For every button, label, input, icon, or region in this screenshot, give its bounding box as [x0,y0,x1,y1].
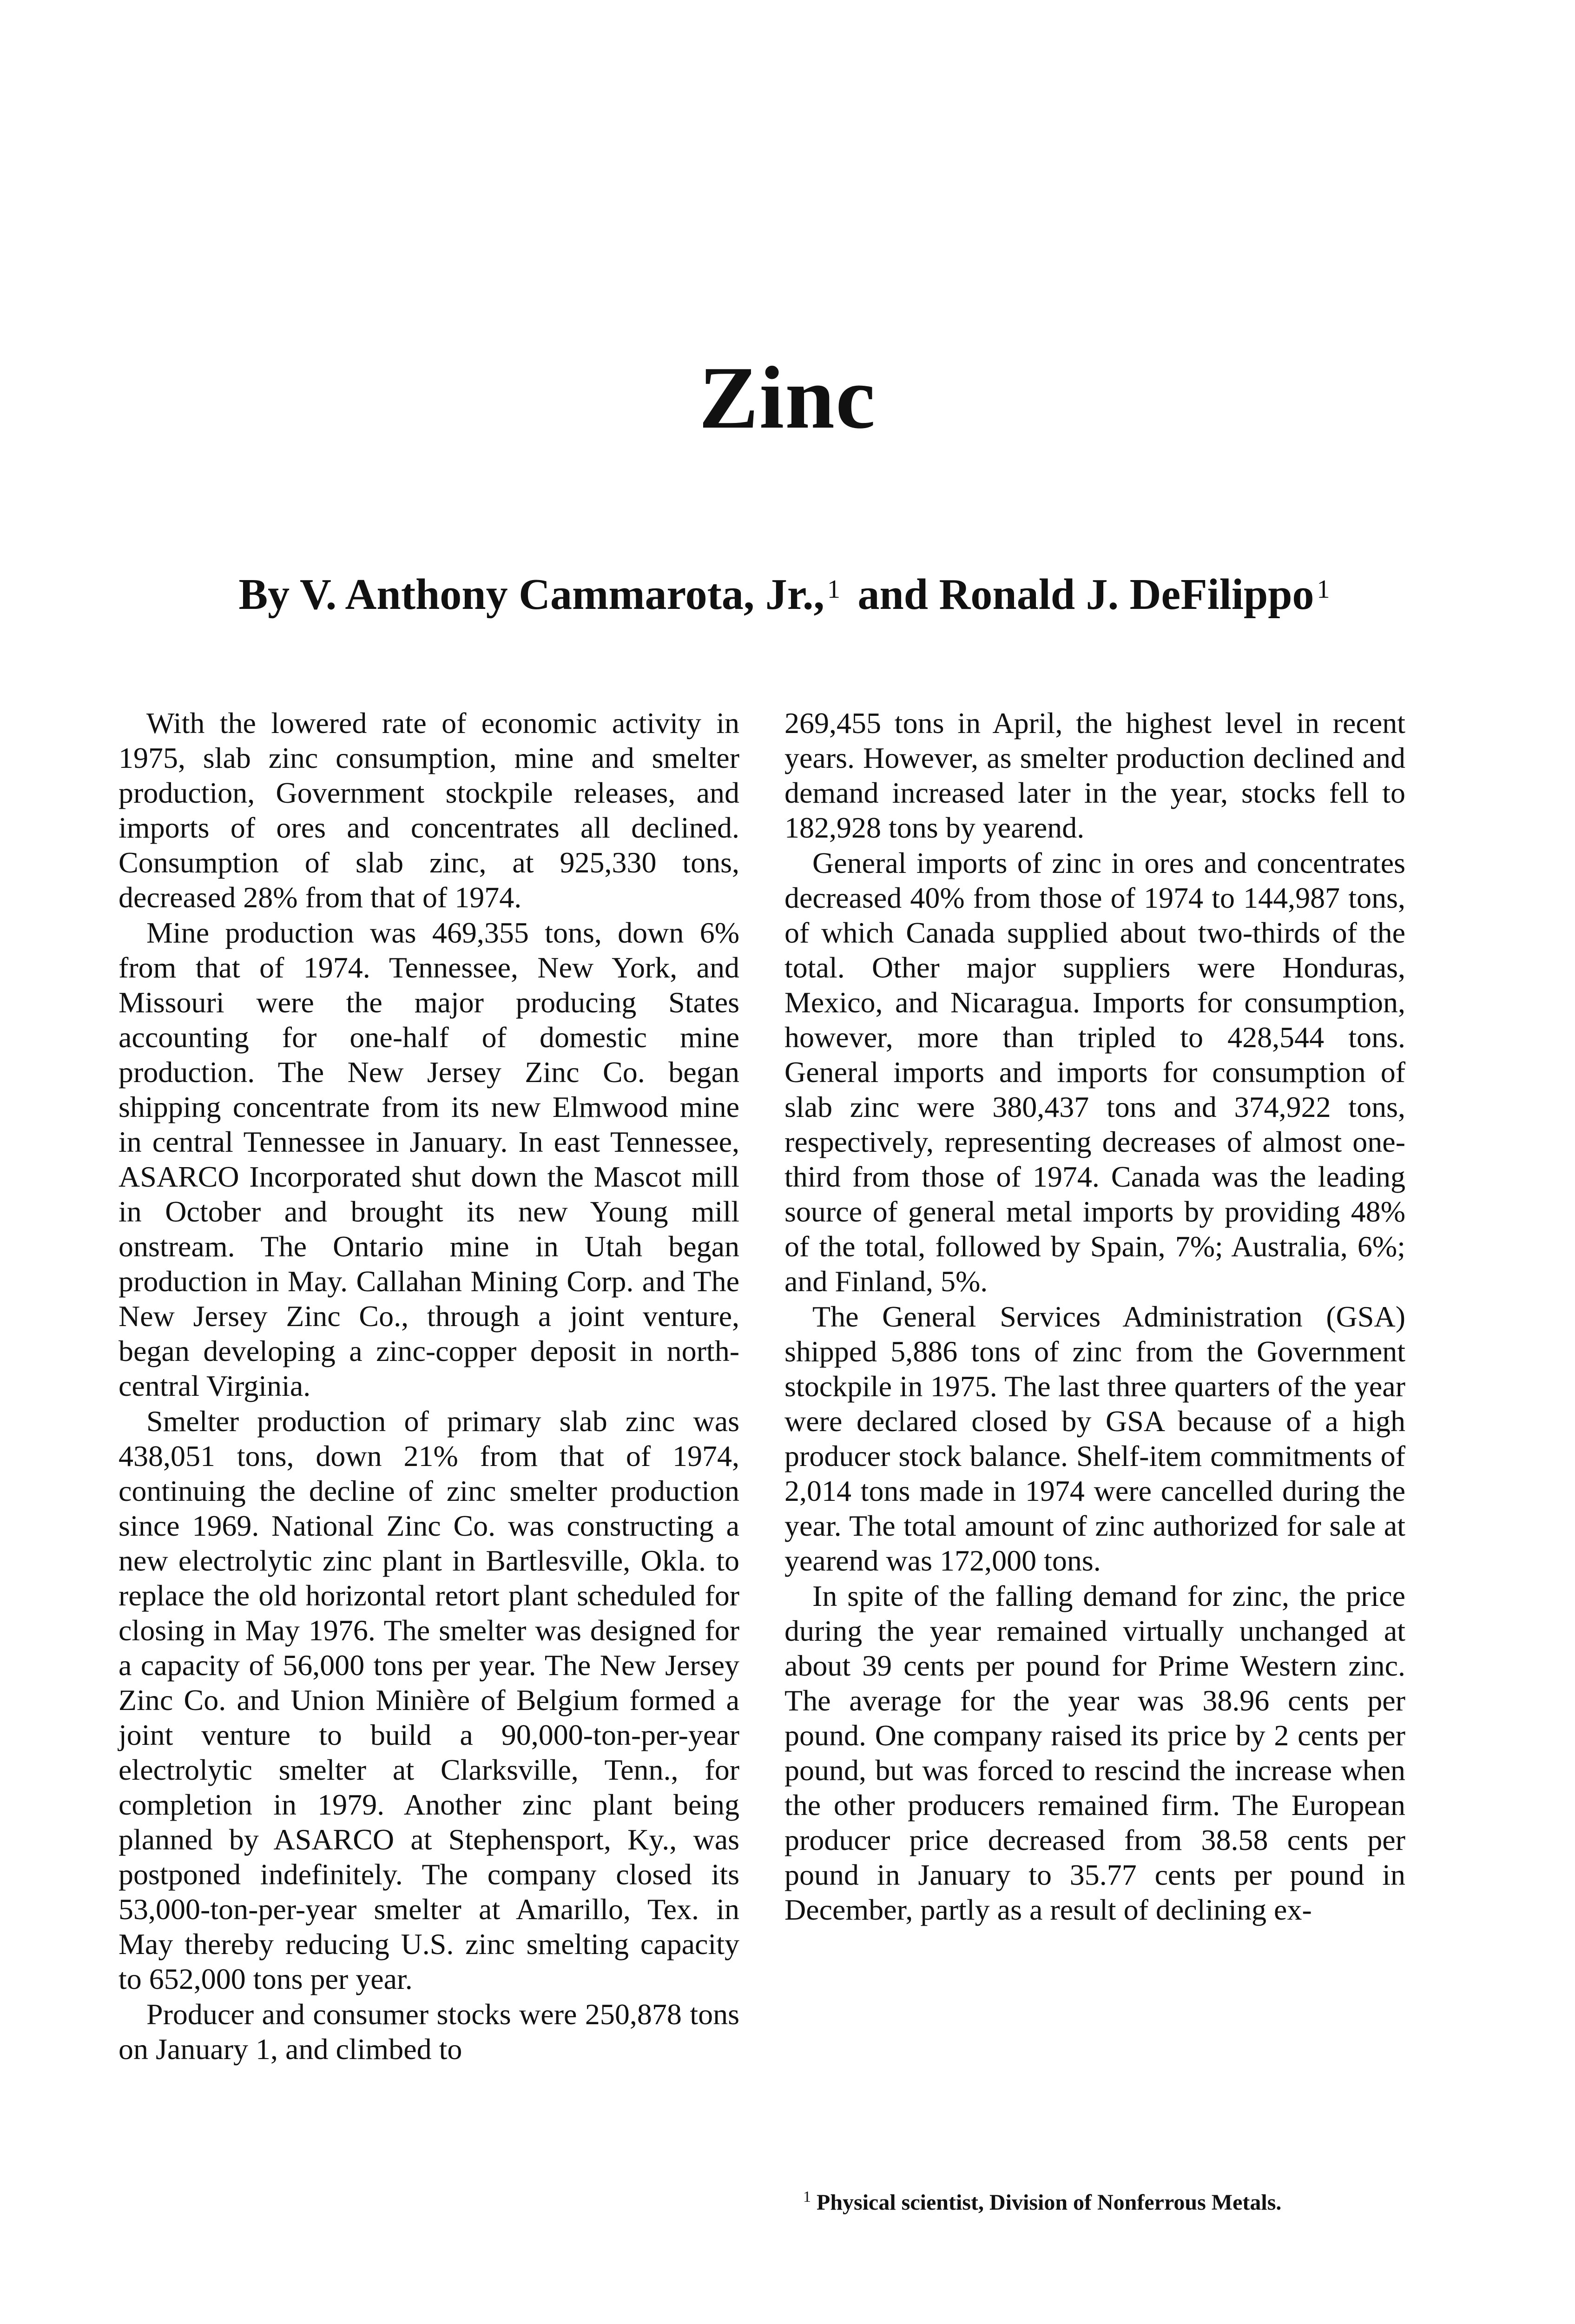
author-2-footnote-marker: 1 [1317,575,1330,604]
paragraph-left-4: Producer and consumer stocks were 250,878 tons on January 1, and climbed to [119,1998,739,2066]
byline-joiner: and [857,570,929,619]
author-1-footnote-marker: 1 [827,575,840,604]
right-column [784,706,1405,1927]
byline [0,570,1575,619]
byline-prefix: By [238,570,290,619]
footnote [784,2185,1405,2215]
paragraph-right-2: General imports of zinc in ores and concentrates decreased 40% from those of 1974 to 144,987 tons, of which Canada supplied about two-thirds of the total. Other major suppliers were Honduras, Mexico, and Nicaragua. Imports for consumption, however, more than tripled to 428,544 tons. General imports and imports for consumption of slab zinc were 380,437 tons and 374,922 tons, respectively, representing decreases of almost one-third from those of 1974. Canada was the leading source of general metal imports by providing 48% of the total, followed by Spain, 7%; Australia, 6%; and Finland, 5%. [784,846,1405,1298]
paragraph-right-1: 269,455 tons in April, the highest level in recent years. However, as smelter production declined and demand increased later in the year, stocks fell to 182,928 tons by yearend. [784,706,1405,844]
author-2: Ronald J. DeFilippo [939,570,1314,619]
paragraph-left-1: With the lowered rate of economic activity in 1975, slab zinc consumption, mine and smelter production, Government stockpile releases, and imports of ores and concentrates all declined. Consumption of slab zinc, at 925,330 tons, decreased 28% from that of 1974. [119,706,739,914]
paragraph-left-2: Mine production was 469,355 tons, down 6% from that of 1974. Tennessee, New York, and Missouri were the major producing States accounting for one-half of domestic mine production. The New Jersey Zinc Co. began shipping concentrate from its new Elmwood mine in central Tennessee in January. In east Tennessee, ASARCO Incorporated shut down the Mascot mill in October and brought its new Young mill onstream. The Ontario mine in Utah began production in May. Callahan Mining Corp. and The New Jersey Zinc Co., through a joint venture, began developing a zinc-copper deposit in north-central Virginia. [119,916,739,1402]
paragraph-right-4: In spite of the falling demand for zinc, the price during the year remained virtually unchanged at about 39 cents per pound for Prime Western zinc. The average for the year was 38.96 cents per pound. One company raised its price by 2 cents per pound, but was forced to rescind the increase when the other producers remained firm. The European producer price decreased from 38.58 cents per pound in January to 35.77 cents per pound in December, partly as a result of declining ex- [784,1579,1405,1926]
footnote-text: Physical scientist, Division of Nonferrous Metals. [817,2190,1282,2215]
left-column [119,706,739,2067]
paragraph-left-3: Smelter production of primary slab zinc was 438,051 tons, down 21% from that of 1974, continuing the decline of zinc smelter production since 1969. National Zinc Co. was constructing a new electrolytic zinc plant in Bartlesville, Okla. to replace the old horizontal retort plant scheduled for closing in May 1976. The smelter was designed for a capacity of 56,000 tons per year. The New Jersey Zinc Co. and Union Minière of Belgium formed a joint venture to build a 90,000-ton-per-year electrolytic smelter at Clarksville, Tenn., for completion in 1979. Another zinc plant being planned by ASARCO at Stephensport, Ky., was postponed indefinitely. The company closed its 53,000-ton-per-year smelter at Amarillo, Tex. in May thereby reducing U.S. zinc smelting capacity to 652,000 tons per year. [119,1405,739,1995]
footnote-marker: 1 [803,2188,811,2205]
paragraph-right-3: The General Services Administration (GSA) shipped 5,886 tons of zinc from the Government stockpile in 1975. The last three quarters of the year were declared closed by GSA because of a high producer stock balance. Shelf-item commitments of 2,014 tons made in 1974 were cancelled during the year. The total amount of zinc authorized for sale at yearend was 172,000 tons. [784,1300,1405,1577]
page-title: Zinc [699,348,876,447]
author-1: V. Anthony Cammarota, Jr., [299,570,824,619]
